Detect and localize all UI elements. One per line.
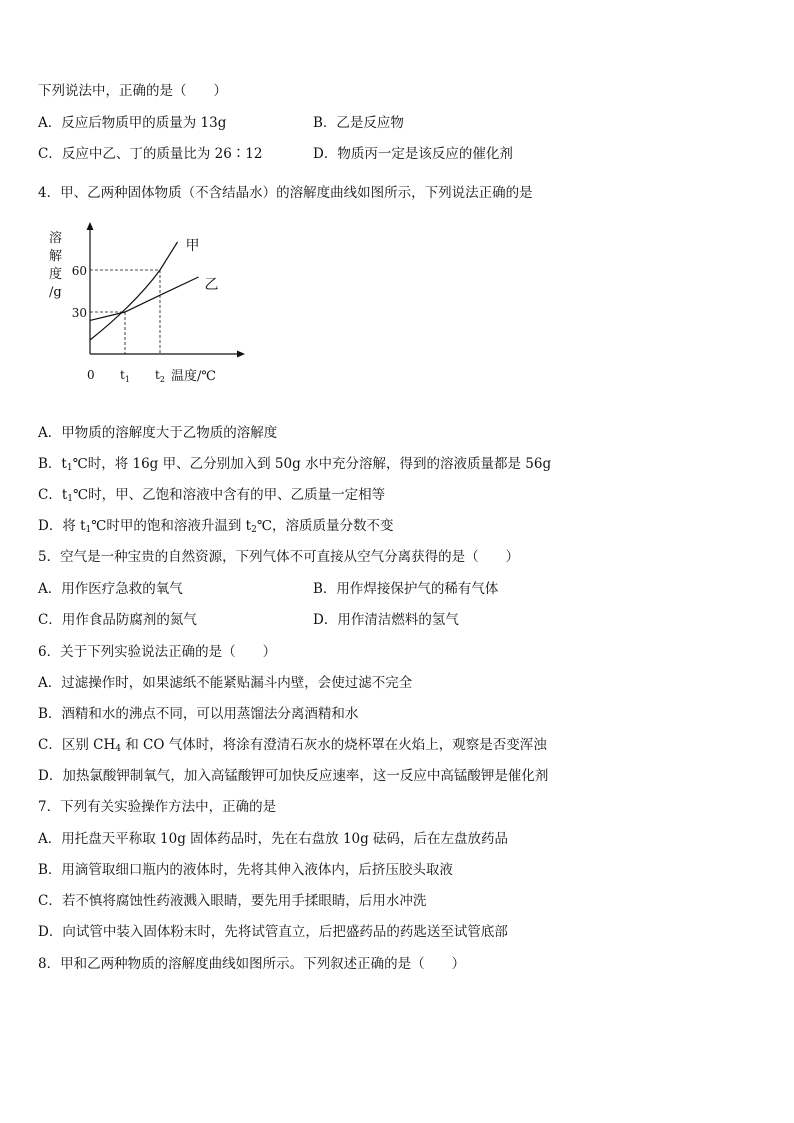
- q6-option-a[interactable]: A．过滤操作时，如果滤纸不能紧贴漏斗内壁，会使过滤不完全: [38, 675, 413, 691]
- q4-stem: 4．甲、乙两种固体物质（不含结晶水）的溶解度曲线如图所示，下列说法正确的是: [38, 185, 533, 201]
- solubility-curve-figure: [40, 222, 250, 388]
- series-line-2: [90, 277, 199, 320]
- y-tick-30: 30: [71, 306, 87, 320]
- q7-stem: 7．下列有关实验操作方法中，正确的是: [38, 799, 277, 815]
- series-label-2: 乙: [204, 277, 219, 293]
- q4-option-d[interactable]: D．将 $t_1℃$时甲的饱和溶液升温到 $t_2℃$，溶质质量分数不变: [38, 518, 394, 535]
- q6-option-b[interactable]: B．酒精和水的沸点不同，可以用蒸馏法分离酒精和水: [38, 706, 359, 722]
- q5-option-b[interactable]: B．用作焊接保护气的稀有气体: [313, 581, 499, 597]
- q7-option-c[interactable]: C．若不慎将腐蚀性药液溅入眼睛，要先用手揉眼睛，后用水冲洗: [38, 893, 427, 909]
- y-axis-label-4: /g: [49, 285, 62, 300]
- q6-option-d[interactable]: D．加热氯酸钾制氧气，加入高锰酸钾可加快反应速率，这一反应中高锰酸钾是催化剂: [38, 768, 549, 784]
- q5-stem: 5．空气是一种宝贵的自然资源，下列气体不可直接从空气分离获得的是（ ）: [38, 549, 520, 565]
- series-label-1: 甲: [185, 238, 200, 254]
- y-axis-label-2: 解: [49, 249, 63, 264]
- series-line-1: [90, 242, 178, 340]
- x-tick-1: $t_1$: [120, 368, 130, 384]
- q4-option-b[interactable]: B．$t_1℃$时，将 16g 甲、乙分别加入到 50g 水中充分溶解，得到的溶液质量都是 56g: [38, 456, 552, 473]
- y-tick-60: 60: [71, 264, 87, 278]
- x-axis-label: 温度/℃: [171, 369, 216, 384]
- x-tick-2: $t_2$: [155, 368, 165, 384]
- q5-option-c[interactable]: C．用作食品防腐剂的氮气: [38, 612, 197, 628]
- q6-stem: 6．关于下列实验说法正确的是（ ）: [38, 644, 277, 660]
- q4-option-a[interactable]: A．甲物质的溶解度大于乙物质的溶解度: [38, 425, 278, 441]
- q4-option-c[interactable]: C．$t_1℃$时，甲、乙饱和溶液中含有的甲、乙质量一定相等: [38, 487, 386, 504]
- x-axis-arrow: [237, 351, 245, 358]
- q7-option-d[interactable]: D．向试管中装入固体粉末时，先将试管直立，后把盛药品的药匙送至试管底部: [38, 924, 508, 940]
- q3-stem-tail: 下列说法中，正确的是（ ）: [38, 83, 227, 99]
- q3-option-b[interactable]: B．乙是反应物: [313, 115, 404, 131]
- chart-axes: [87, 222, 246, 358]
- y-axis-label-1: 溶: [49, 231, 63, 246]
- q3-option-d[interactable]: D．物质丙一定是该反应的催化剂: [313, 146, 513, 162]
- series-curves: [90, 242, 199, 340]
- q7-option-b[interactable]: B．用滴管取细口瓶内的液体时，先将其伸入液体内，后挤压胶头取液: [38, 862, 453, 878]
- q3-option-c[interactable]: C．反应中乙、丁的质量比为 26∶12: [38, 146, 263, 162]
- q7-option-a[interactable]: A．用托盘天平称取 10g 固体药品时，先在右盘放 10g 砝码，后在左盘放药品: [38, 831, 509, 847]
- q3-option-a[interactable]: A．反应后物质甲的质量为 13g: [38, 115, 227, 131]
- origin-label: 0: [87, 368, 95, 382]
- q5-option-d[interactable]: D．用作清洁燃料的氢气: [313, 612, 459, 628]
- q8-stem: 8．甲和乙两种物质的溶解度曲线如图所示。下列叙述正确的是（ ）: [38, 956, 466, 972]
- y-axis-arrow: [87, 222, 94, 230]
- q6-option-c[interactable]: C．区别 $CH_4$ 和 CO 气体时，将涂有澄清石灰水的烧杯罩在火焰上，观察是否变浑浊: [38, 737, 547, 754]
- y-axis-label-3: 度: [49, 267, 63, 282]
- q5-option-a[interactable]: A．用作医疗急救的氧气: [38, 581, 183, 597]
